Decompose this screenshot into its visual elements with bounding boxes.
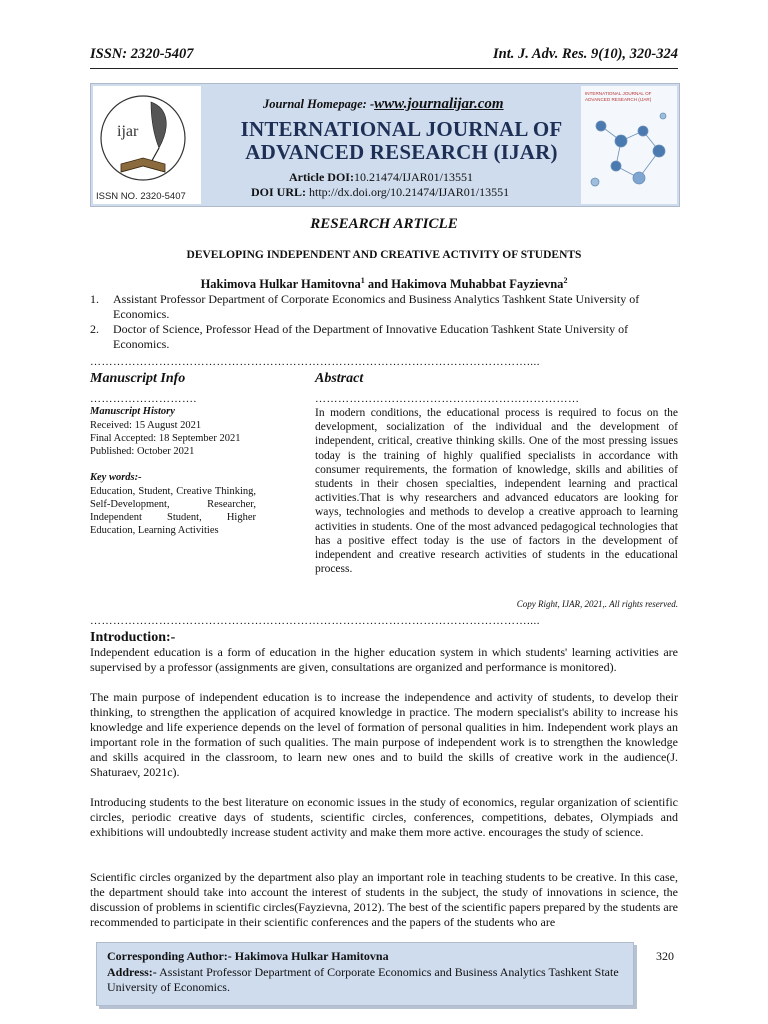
affiliation-1 [90,292,680,322]
intro-paragraph: Independent education is a form of education in the higher education system in which students' learning activities are supervised by a professor (assignments are given, consultations are organized and performance is monitored). [90,645,678,674]
affiliation-text: Doctor of Science, Professor Head of the Department of Innovative Education Tashkent State University of Economics. [113,322,629,351]
accepted-date: Final Accepted: 18 September 2021 [90,433,241,444]
doi-url [251,185,509,200]
keywords-list: Education, Student, Creative Thinking, Self-Development, Researcher, Independent Student, Higher Education, Learning Activities [90,486,256,536]
author-1-sup: 1 [360,276,365,285]
intro-paragraph: Introducing students to the best literature on economic issues in the study of economics, regular organization of scientific circles, periodic creative days of students, scientific circles, conferences, competitions, debates, Olympiads and exhibitions will undoubtedly increase student activity and make them more active. encourages the study of science. [90,795,678,839]
logo-issn: ISSN NO. 2320-5407 [96,191,186,202]
author-2-sup: 2 [563,276,568,285]
article-doi [289,170,473,185]
journal-title: INTERNATIONAL JOURNAL OF ADVANCED RESEARCH (IJAR) [240,117,563,164]
journal-banner [90,83,680,207]
homepage-label: Journal Homepage: - [263,97,375,111]
dotted-divider-abstract: …………………………………………………………… [315,393,580,405]
keywords-label: Key words:- [90,472,142,483]
received-date: Received: 15 August 2021 [90,420,202,431]
published-date: Published: October 2021 [90,446,195,457]
journal-logo [93,86,201,204]
citation-text: Int. J. Adv. Res. 9(10), 320-324 [492,46,678,62]
article-type: RESEARCH ARTICLE [310,216,458,232]
author-1: Hakimova Hulkar Hamitovna [200,277,361,292]
abstract-heading: Abstract [315,371,364,386]
affiliation-text: Assistant Professor Department of Corporate Economics and Business Analytics Tashkent State University of Economics. [113,292,640,321]
issn-text: ISSN: 2320-5407 [90,46,194,62]
doi-label: Article DOI: [289,170,354,184]
introduction-heading: Introduction:- [90,630,176,645]
corresponding-author-heading: Corresponding Author:- Hakimova Hulkar Hamitovna [107,949,389,963]
copyright-notice: Copy Right, IJAR, 2021,. All rights reserved. [516,599,678,609]
homepage-link[interactable]: www.journalijar.com [374,96,504,112]
author-and: and [364,277,392,292]
homepage-line [263,96,504,113]
corresponding-author-box [96,942,634,1006]
article-title: DEVELOPING INDEPENDENT AND CREATIVE ACTIVITY OF STUDENTS [186,249,582,261]
running-header [90,46,678,69]
doi-value: 10.21474/IJAR01/13551 [353,170,473,184]
affiliation-number: 2. [90,322,99,336]
manuscript-info-heading: Manuscript Info [90,371,186,386]
author-2: Hakimova Muhabbat Fayzievna [391,277,564,292]
dotted-divider: …………………………………………………………………………………………………….... [90,356,540,368]
corresponding-address [107,965,627,995]
dotted-divider-short: ………………………. [90,393,197,405]
dotted-divider: …………………………………………………………………………………………………….... [90,615,540,627]
manuscript-history-label: Manuscript History [90,406,175,417]
intro-paragraph: Scientific circles organized by the department also play an important role in teaching students to be creative. In this case, the department should take into account the interest of students in the subject, the study of innovations in science, the discussion of problems in scientific circles(Fayzievna, 2012). The best of the scientific papers prepared by the students are recommended to participate in their scientific conferences and the papers of the students who are [90,870,678,929]
molecule-cover-icon [581,86,677,204]
affiliation-2 [90,322,680,352]
svg-text:ADVANCED RESEARCH (IJAR): ADVANCED RESEARCH (IJAR) [585,97,652,102]
abstract-text: In modern conditions, the educational process is required to focus on the development, socialization of the individual and the development of independent, critical, creative thinking skills. One of the most pressing issues today is the training of highly qualified specialists in accordance with consumer requirements, the formation of knowledge, skills and abilities of students in their chosen specialties, independent learning and practical activities.That is why researchers and advanced educators are looking for ways, technologies and methods to develop a creative approach to learning activities in students. One of the most advanced pedagogical technologies that has a positive effect today is the use of factors in the development of independent and creative research activities of students in the educational process. [315,407,678,576]
intro-paragraph: The main purpose of independent education is to increase the independence and activity of students, to develop their thinking, to strengthen the application of acquired knowledge in practice. The modern specialist's ability to increase his knowledge and life experience depends on the level of formation of personal qualities in him. Independent work plays an important role in the formation of such qualities. The main purpose of independent work is to strengthen the knowledge and skills acquired in the classroom, to learn new ones and to build the skills of creative work in the audience(J. Shaturaev, 2021c). [90,690,678,779]
author-line [0,276,768,292]
quill-book-logo-icon [93,86,201,204]
doi-url-link[interactable]: http://dx.doi.org/10.21474/IJAR01/13551 [309,185,510,199]
affiliation-number: 1. [90,292,99,306]
cover-title: INTERNATIONAL JOURNAL OF [585,91,652,96]
journal-cover-image [581,86,677,204]
page-number: 320 [656,949,674,963]
address-text: Assistant Professor Department of Corporate Economics and Business Analytics Tashkent State University of Economics. [107,965,619,994]
doi-url-label: DOI URL: [251,185,307,199]
address-label: Address:- [107,965,157,979]
logo-letters: ijar [117,123,139,140]
